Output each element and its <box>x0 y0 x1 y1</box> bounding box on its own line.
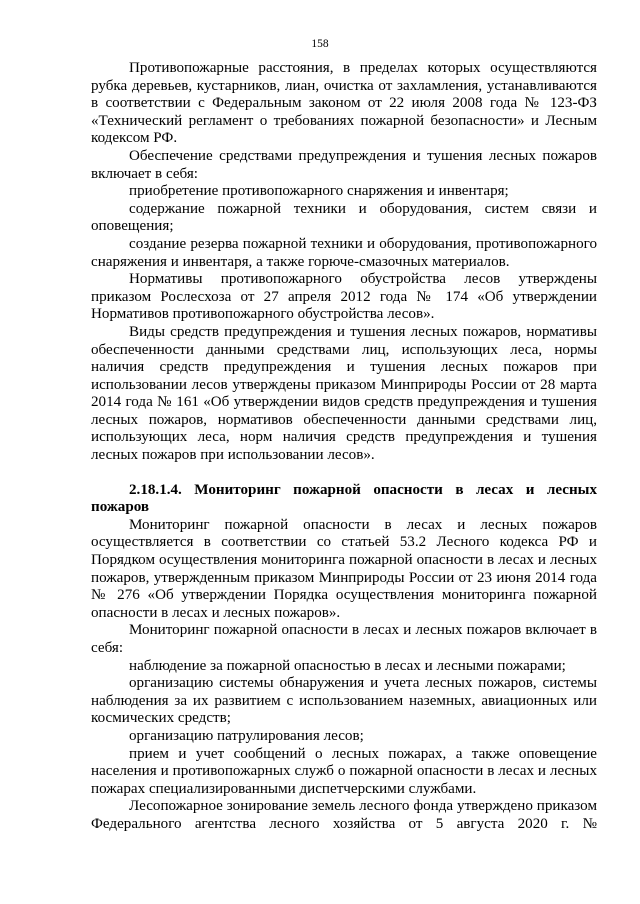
list-item-reserve: создание резерва пожарной техники и оборудования, противопожарного снаряжения и инвентаря, а также горюче-смазочных материалов. <box>91 235 597 270</box>
list-item-patrolling: организацию патрулирования лесов; <box>129 727 364 744</box>
section-heading: 2.18.1.4. Мониторинг пожарной опасности в лесах и лесных пожаров <box>91 481 597 516</box>
paragraph-equipment-intro: Обеспечение средствами предупреждения и тушения лесных пожаров включает в себя: <box>91 147 597 182</box>
list-item-reports: прием и учет сообщений о лесных пожарах, а также оповещение населения и противопожарных служб о пожарной опасности в лесах и лесных пожарах специализированными диспетчерскими службами. <box>91 745 597 797</box>
paragraph-zoning: Лесопожарное зонирование земель лесного фонда утверждено приказом Федерального агентства лесного хозяйства от 5 августа 2020 г. № <box>91 798 597 832</box>
list-item-maintenance: содержание пожарной техники и оборудования, систем связи и оповещения; <box>91 200 597 235</box>
paragraph-types-of-means: Виды средств предупреждения и тушения лесных пожаров, нормативы обеспеченности данными средствами лиц, использующих леса, нормы наличия средств предупреждения и тушения лесных пожаров при использовании лесов утверждены приказом Минприроды России от 28 марта 2014 года № 161 «Об утверждении видов средств предупреждения и тушения лесных пожаров, нормативов обеспеченности данными средствами лиц, использующих леса, норм наличия средств предупреждения и тушения лесных пожаров при использовании лесов». <box>91 323 597 464</box>
list-item-observation: наблюдение за пожарной опасностью в лесах и лесными пожарами; <box>129 657 566 674</box>
paragraph-fire-distances: Противопожарные расстояния, в пределах которых осуществляются рубка деревьев, кустарников, лиан, очистка от захламления, устанавливаются в соответствии с Федеральным законом от 22 июля 2008 года № 123-ФЗ «Технический регламент о требованиях пожарной безопасности» и Лесным кодексом РФ. <box>91 60 597 147</box>
list-item-acquisition: приобретение противопожарного снаряжения и инвентаря; <box>129 183 509 200</box>
paragraph-monitoring-basis: Мониторинг пожарной опасности в лесах и лесных пожаров осуществляется в соответствии со статьей 53.2 Лесного кодекса РФ и Порядком осуществления мониторинга пожарной опасности в лесах и лесных пожаров, утвержденным приказом Минприроды России от 23 июня 2014 года № 276 «Об утверждении Порядка осуществления мониторинга пожарной опасности в лесах и лесных пожаров». <box>91 516 597 621</box>
list-item-detection-system: организацию системы обнаружения и учета лесных пожаров, системы наблюдения за их развитием с использованием наземных, авиационных или космических средств; <box>91 675 597 727</box>
paragraph-norms: Нормативы противопожарного обустройства лесов утверждены приказом Рослесхоза от 27 апреля 2012 года № 174 «Об утверждении Нормативов противопожарного обустройства лесов». <box>91 271 597 323</box>
page-body <box>91 60 597 834</box>
paragraph-monitoring-includes: Мониторинг пожарной опасности в лесах и лесных пожаров включает в себя: <box>91 622 597 656</box>
page-number: 158 <box>311 38 329 50</box>
